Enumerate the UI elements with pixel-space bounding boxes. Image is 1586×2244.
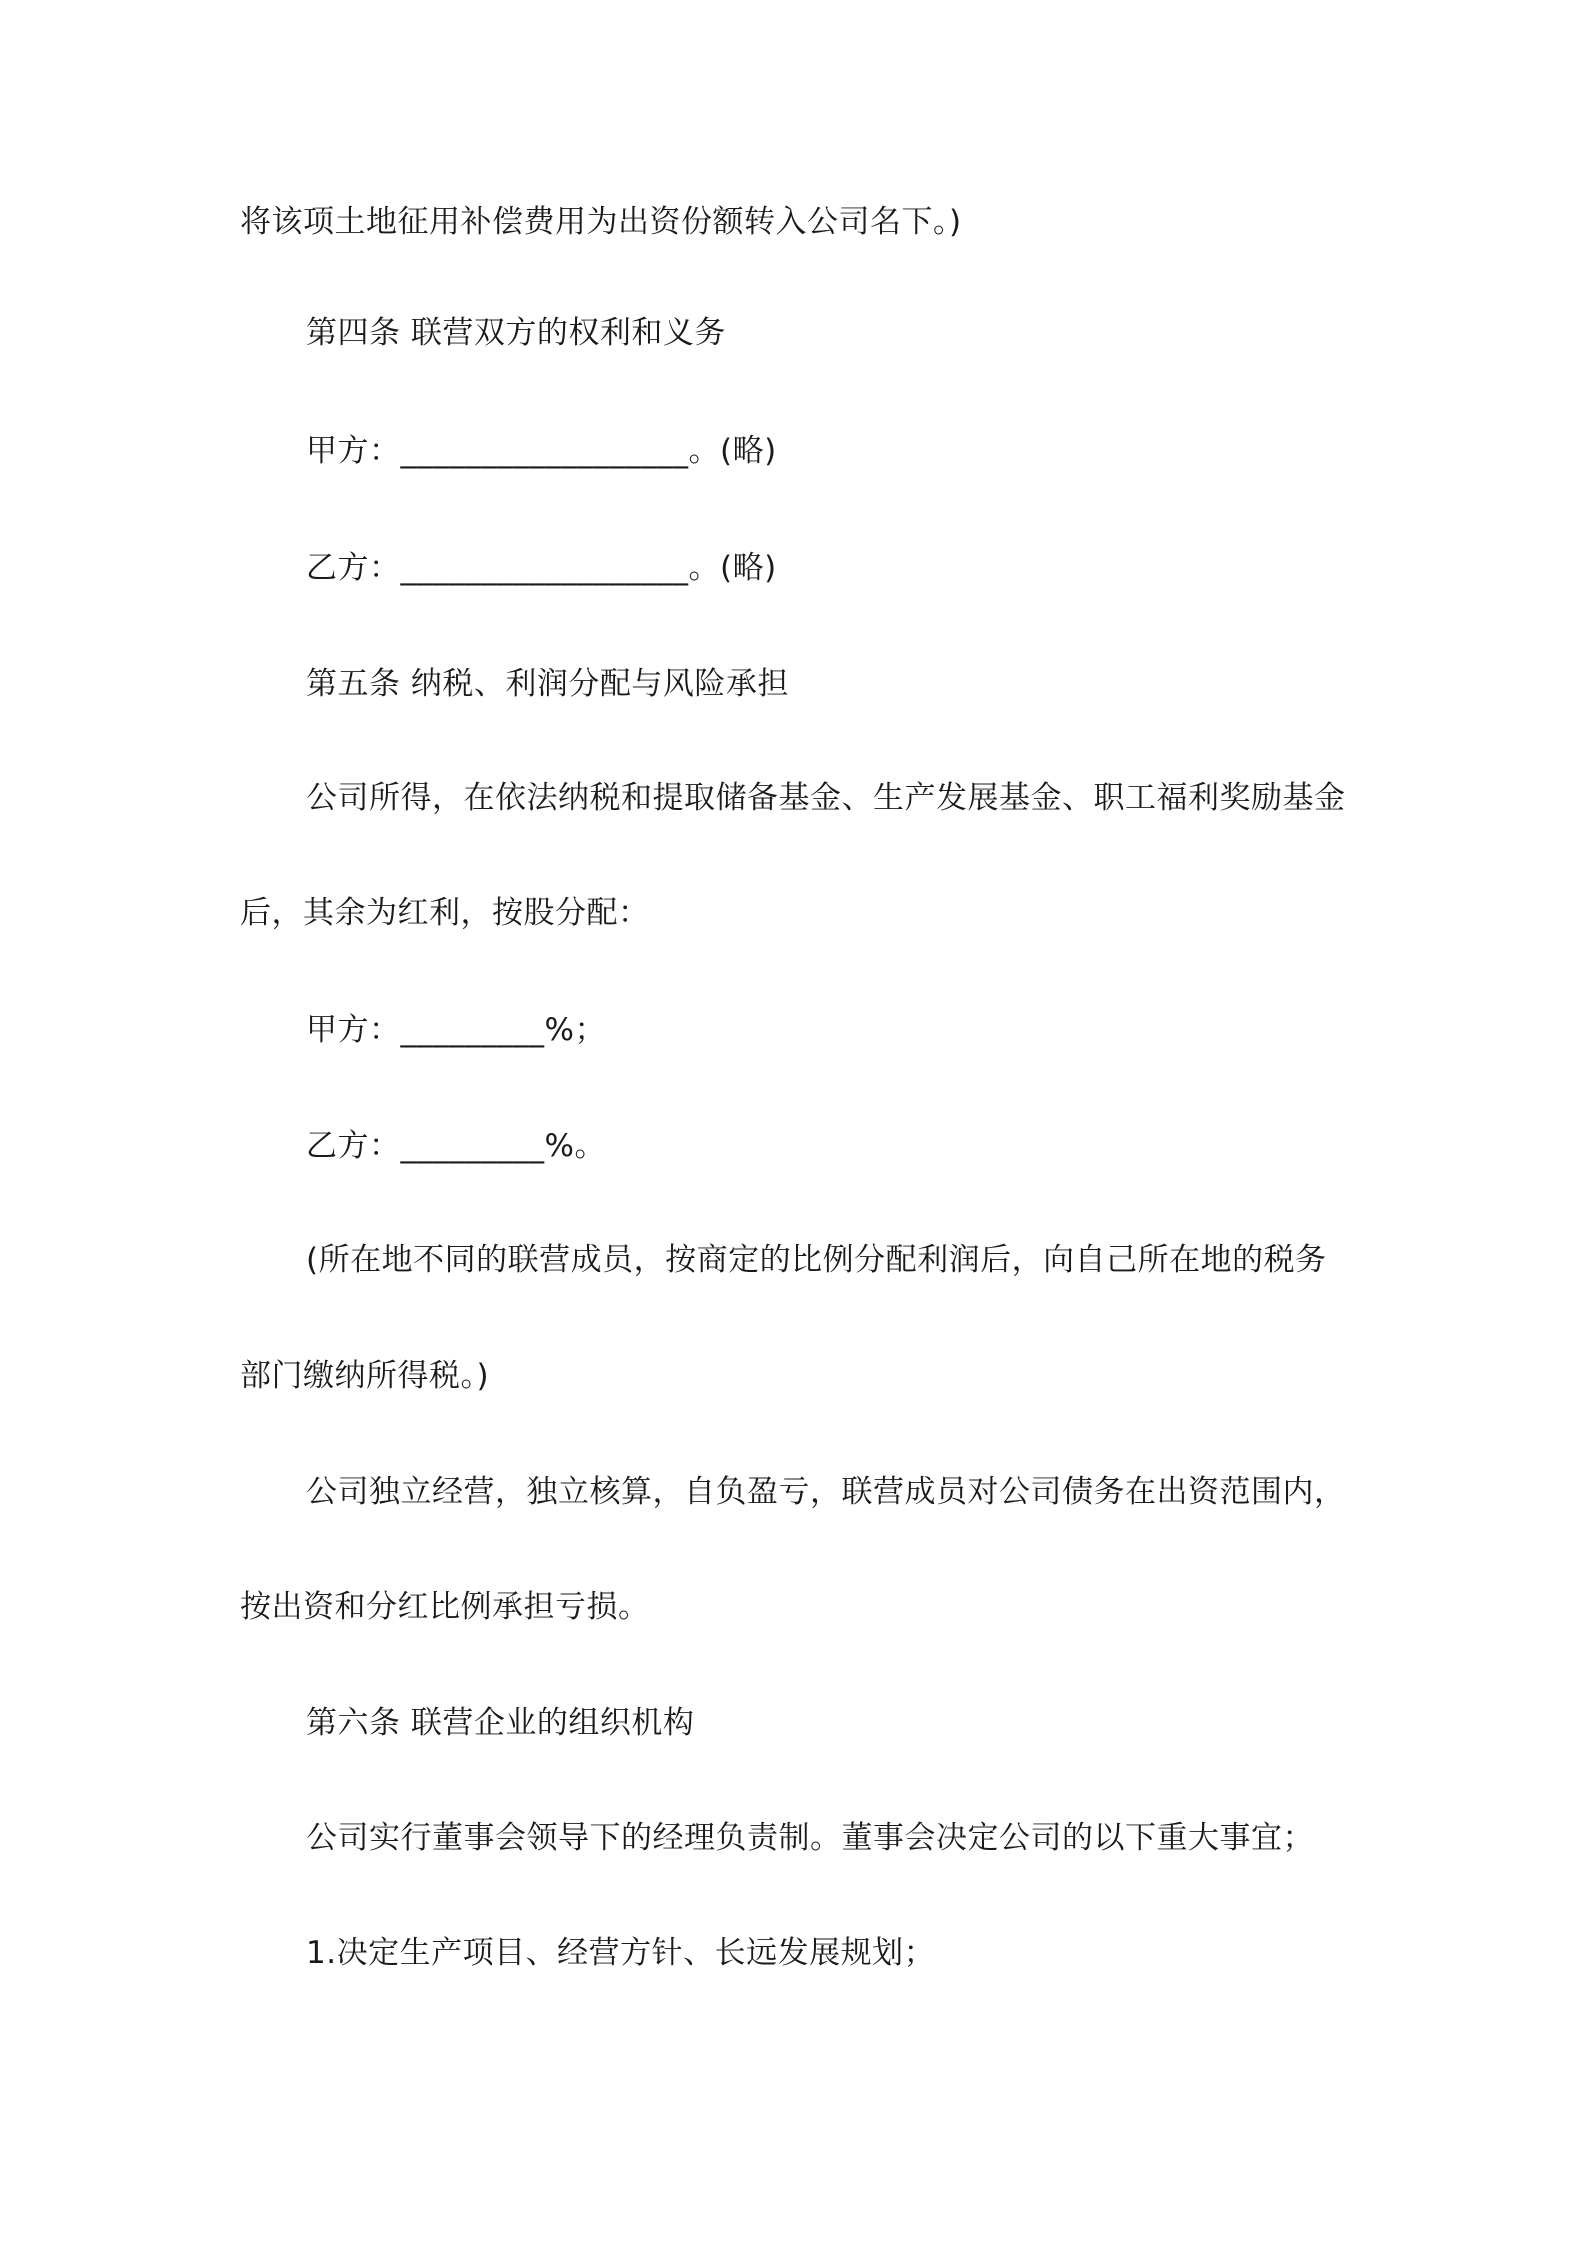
- paragraph-line-continuation: 按出资和分红比例承担亏损。: [240, 1589, 650, 1625]
- paragraph-line-continuation: 后，其余为红利，按股分配：: [240, 895, 650, 931]
- party-b-share-line: 乙方：_________%。: [306, 1128, 606, 1164]
- party-a-share-line: 甲方：_________%；: [306, 1012, 606, 1048]
- article-heading-4: 第四条 联营双方的权利和义务: [306, 315, 726, 351]
- paragraph-line-continuation: 部门缴纳所得税。): [240, 1358, 490, 1394]
- article-heading-5: 第五条 纳税、利润分配与风险承担: [306, 666, 789, 702]
- paragraph-line: 公司独立经营，独立核算，自负盈亏，联营成员对公司债务在出资范围内，: [306, 1474, 1346, 1510]
- paragraph-line-continuation: 将该项土地征用补偿费用为出资份额转入公司名下。): [240, 204, 962, 240]
- party-a-rights-line: 甲方：__________________。(略): [306, 433, 777, 469]
- party-b-rights-line: 乙方：__________________。(略): [306, 550, 777, 586]
- paragraph-line: 公司所得，在依法纳税和提取储备基金、生产发展基金、职工福利奖励基金: [306, 780, 1346, 816]
- paragraph-line: 公司实行董事会领导下的经理负责制。董事会决定公司的以下重大事宜；: [306, 1820, 1314, 1856]
- list-item-1: 1.决定生产项目、经营方针、长远发展规划；: [306, 1935, 936, 1971]
- paragraph-line: (所在地不同的联营成员，按商定的比例分配利润后，向自己所在地的税务: [306, 1242, 1327, 1278]
- article-heading-6: 第六条 联营企业的组织机构: [306, 1705, 695, 1741]
